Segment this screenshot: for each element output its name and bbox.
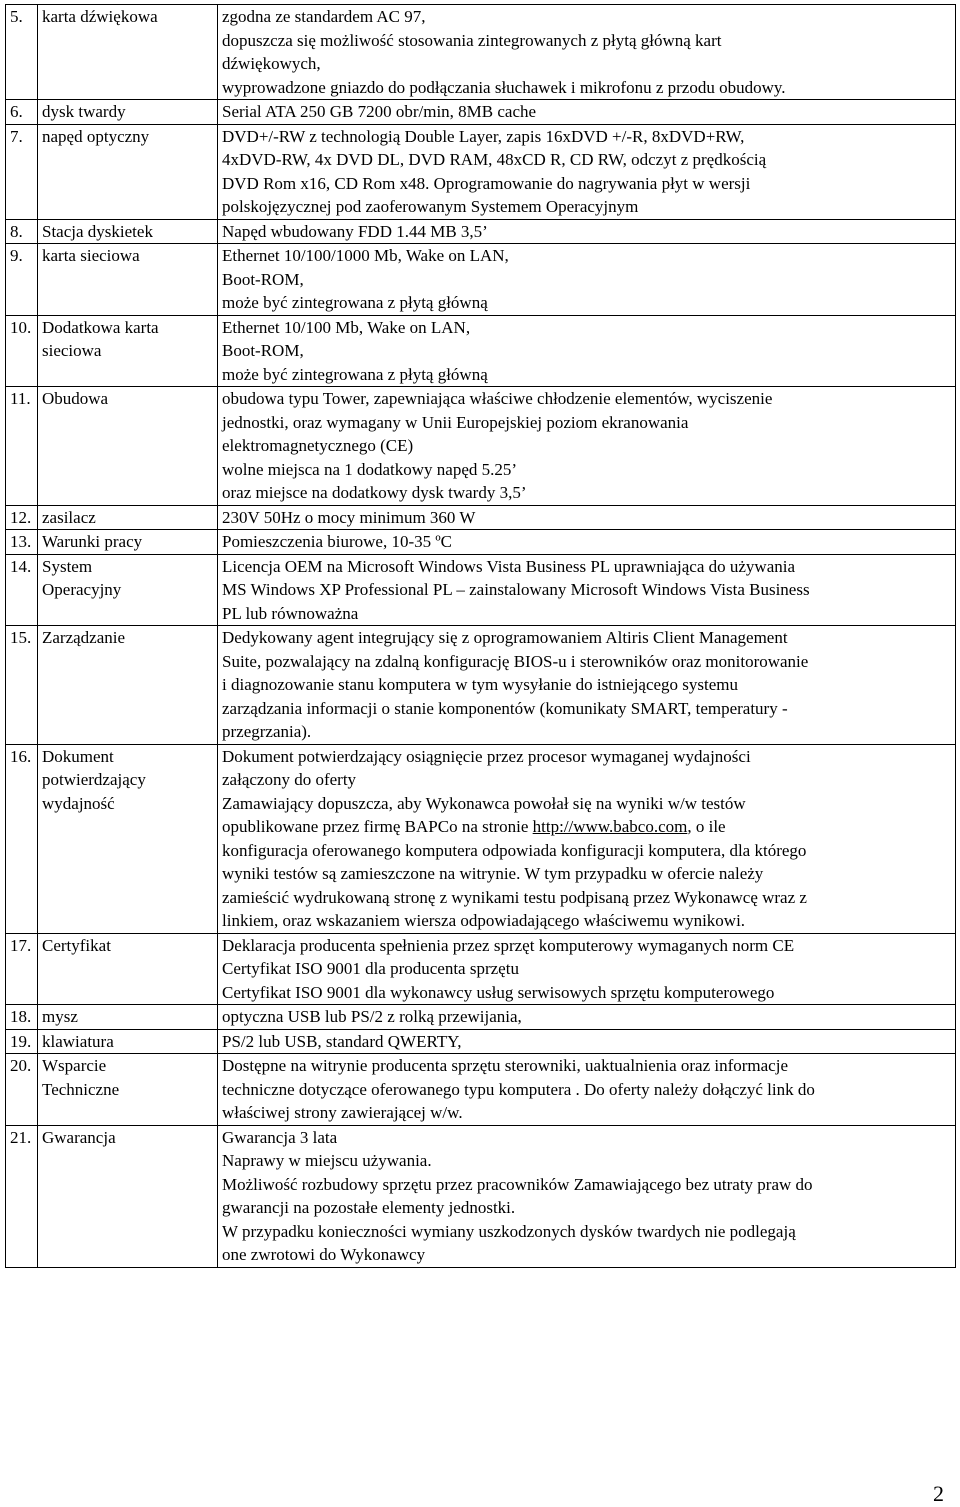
requirement-line: i diagnozowanie stanu komputera w tym wysyłanie do istniejącego systemu	[222, 675, 739, 694]
component-name-line: mysz	[42, 1007, 78, 1026]
requirement-line: PL lub równoważna	[222, 603, 359, 623]
row-number: 12.	[6, 505, 38, 530]
requirement-description	[218, 315, 956, 387]
requirement-line: dźwiękowych,	[222, 54, 321, 73]
requirement-line: PS/2 lub USB, standard QWERTY,	[222, 1031, 462, 1051]
requirement-line: oraz miejsce na dodatkowy dysk twardy 3,5’	[222, 483, 527, 502]
requirement-line: Możliwość rozbudowy sprzętu przez pracowników Zamawiającego bez utraty praw do	[222, 1174, 813, 1194]
requirement-line: Licencja OEM na Microsoft Windows Vista Business PL uprawniająca do używania	[222, 556, 796, 576]
requirement-line: Pomieszczenia biurowe, 10-35 ºC	[222, 532, 452, 551]
component-name-line: Stacja dyskietek	[42, 221, 153, 241]
table-row	[6, 530, 956, 555]
requirement-line: MS Windows XP Professional PL – zainstalowany Microsoft Windows Vista Business	[222, 580, 810, 599]
component-name-line: Zarządzanie	[42, 628, 126, 647]
requirement-description	[218, 530, 956, 555]
requirement-line: DVD Rom x16, CD Rom x48. Oprogramowanie do nagrywania płyt w wersji	[222, 173, 751, 193]
table-row	[6, 1005, 956, 1030]
component-name	[38, 530, 218, 555]
requirement-line: Dostępne na witrynie producenta sprzętu sterowniki, uaktualnienia oraz informacje	[222, 1056, 788, 1075]
component-name-line: dysk twardy	[42, 102, 126, 121]
requirement-line: przegrzania).	[222, 722, 312, 741]
requirement-line: wolne miejsca na 1 dodatkowy napęd 5.25’	[222, 459, 518, 479]
requirement-line: polskojęzycznej pod zaoferowanym Systemem Operacyjnym	[222, 197, 639, 216]
requirement-line: Naprawy w miejscu używania.	[222, 1151, 432, 1170]
requirement-line: Deklaracja producenta spełnienia przez sprzęt komputerowy wymaganych norm CE	[222, 935, 795, 955]
requirement-line: Boot-ROM,	[222, 269, 304, 289]
component-name-line: Techniczne	[42, 1079, 120, 1099]
component-name	[38, 1054, 218, 1126]
specification-table-body	[6, 5, 956, 1268]
specification-table	[5, 4, 956, 1268]
component-name-line: Dodatkowa karta	[42, 317, 159, 337]
requirement-description	[218, 244, 956, 316]
table-row	[6, 1029, 956, 1054]
component-name-line: Certyfikat	[42, 935, 111, 955]
requirement-description	[218, 933, 956, 1005]
row-number: 14.	[6, 554, 38, 626]
requirement-line: Suite, pozwalający na zdalną konfigurację BIOS-u i sterowników oraz monitorowanie	[222, 651, 809, 671]
requirement-line: one zwrotowi do Wykonawcy	[222, 1245, 426, 1264]
component-name-line: Wsparcie	[42, 1056, 107, 1075]
requirement-line: zamieścić wydrukowaną stronę z wynikami testu podpisaną przez Wykonawcę wraz z	[222, 887, 807, 907]
component-name-line: karta sieciowa	[42, 246, 140, 265]
row-number: 15.	[6, 626, 38, 745]
requirement-description	[218, 1029, 956, 1054]
row-number: 20.	[6, 1054, 38, 1126]
row-number: 10.	[6, 315, 38, 387]
table-row	[6, 387, 956, 506]
requirement-line: Ethernet 10/100/1000 Mb, Wake on LAN,	[222, 246, 509, 265]
table-row	[6, 315, 956, 387]
component-name-line: sieciowa	[42, 341, 102, 360]
row-number: 7.	[6, 124, 38, 219]
requirement-description	[218, 554, 956, 626]
table-row	[6, 124, 956, 219]
component-name	[38, 554, 218, 626]
requirement-line: obudowa typu Tower, zapewniająca właściwe chłodzenie elementów, wyciszenie	[222, 389, 773, 408]
page-number: 2	[933, 1481, 944, 1506]
component-name	[38, 744, 218, 933]
requirement-description	[218, 124, 956, 219]
component-name	[38, 5, 218, 100]
component-name	[38, 315, 218, 387]
row-number: 16.	[6, 744, 38, 933]
row-number: 13.	[6, 530, 38, 555]
requirement-line: Zamawiający dopuszcza, aby Wykonawca powołał się na wyniki w/w testów	[222, 793, 746, 813]
requirement-line: 4xDVD-RW, 4x DVD DL, DVD RAM, 48xCD R, CD RW, odczyt z prędkością	[222, 150, 767, 169]
requirement-line: DVD+/-RW z technologią Double Layer, zapis 16xDVD +/-R, 8xDVD+RW,	[222, 126, 745, 146]
requirement-line: zarządzania informacji o stanie komponentów (komunikaty SMART, temperatury -	[222, 698, 788, 718]
component-name-line: klawiatura	[42, 1031, 114, 1051]
component-name	[38, 219, 218, 244]
table-row	[6, 933, 956, 1005]
component-name-line: Obudowa	[42, 389, 109, 408]
requirement-description	[218, 626, 956, 745]
component-name-line: Gwarancja	[42, 1127, 116, 1147]
requirement-description	[218, 744, 956, 933]
requirement-line: Boot-ROM,	[222, 341, 304, 360]
requirement-description	[218, 1054, 956, 1126]
component-name	[38, 505, 218, 530]
requirement-line: Napęd wbudowany FDD 1.44 MB 3,5’	[222, 221, 488, 241]
component-name-line: wydajność	[42, 793, 115, 813]
component-name	[38, 100, 218, 125]
row-number: 19.	[6, 1029, 38, 1054]
component-name-line: Warunki pracy	[42, 532, 143, 551]
table-row	[6, 744, 956, 933]
requirement-line: Certyfikat ISO 9001 dla producenta sprzętu	[222, 959, 519, 978]
component-name	[38, 933, 218, 1005]
requirement-line: techniczne dotyczące oferowanego typu komputera . Do oferty należy dołączyć link do	[222, 1079, 815, 1099]
requirement-line: jednostki, oraz wymagany w Unii Europejskiej poziom ekranowania	[222, 412, 689, 432]
requirement-line: Gwarancja 3 lata	[222, 1127, 338, 1147]
requirement-line: Serial ATA 250 GB 7200 obr/min, 8MB cache	[222, 102, 537, 121]
component-name	[38, 244, 218, 316]
requirement-line: może być zintegrowana z płytą główną	[222, 293, 488, 312]
row-number: 18.	[6, 1005, 38, 1030]
requirement-description	[218, 5, 956, 100]
table-row	[6, 505, 956, 530]
component-name-line: Dokument	[42, 746, 114, 766]
table-row	[6, 1054, 956, 1126]
row-number: 21.	[6, 1125, 38, 1267]
component-name-line: zasilacz	[42, 507, 96, 527]
component-name-line: System	[42, 556, 93, 576]
requirement-line: opublikowane przez firmę BAPCo na stronie http://www.babco.com, o ile	[222, 817, 726, 836]
table-row	[6, 626, 956, 745]
requirement-line: Dedykowany agent integrujący się z oprogramowaniem Altiris Client Management	[222, 628, 788, 647]
table-row	[6, 244, 956, 316]
requirement-description	[218, 219, 956, 244]
table-row	[6, 554, 956, 626]
requirement-line: elektromagnetycznego (CE)	[222, 436, 414, 455]
component-name-line: napęd optyczny	[42, 126, 150, 146]
bapco-link[interactable]: http://www.babco.com	[532, 817, 688, 836]
component-name	[38, 626, 218, 745]
requirement-line: Dokument potwierdzający osiągnięcie przez procesor wymaganej wydajności	[222, 746, 751, 766]
requirement-line: załączony do oferty	[222, 770, 357, 789]
requirement-line: Ethernet 10/100 Mb, Wake on LAN,	[222, 317, 471, 337]
requirement-line: właściwej strony zawierającej w/w.	[222, 1103, 463, 1122]
requirement-line: dopuszcza się możliwość stosowania zintegrowanych z płytą główną kart	[222, 30, 722, 50]
requirement-line: optyczna USB lub PS/2 z rolką przewijania,	[222, 1007, 522, 1026]
row-number: 5.	[6, 5, 38, 100]
component-name-line: potwierdzający	[42, 770, 146, 789]
row-number: 9.	[6, 244, 38, 316]
component-name	[38, 1125, 218, 1267]
component-name-line: karta dźwiękowa	[42, 7, 158, 26]
requirement-line: gwarancji na pozostałe elementy jednostki.	[222, 1198, 516, 1217]
requirement-line: może być zintegrowana z płytą główną	[222, 364, 488, 384]
table-row	[6, 219, 956, 244]
requirement-line: Certyfikat ISO 9001 dla wykonawcy usług serwisowych sprzętu komputerowego	[222, 982, 775, 1002]
component-name	[38, 1029, 218, 1054]
row-number: 6.	[6, 100, 38, 125]
table-row	[6, 100, 956, 125]
component-name	[38, 1005, 218, 1030]
requirement-description	[218, 1005, 956, 1030]
row-number: 17.	[6, 933, 38, 1005]
table-row	[6, 5, 956, 100]
requirement-line: wyniki testów są zamieszczone na witrynie. W tym przypadku w ofercie należy	[222, 864, 764, 883]
requirement-description	[218, 387, 956, 506]
requirement-description	[218, 505, 956, 530]
requirement-description	[218, 1125, 956, 1267]
requirement-line: konfiguracja oferowanego komputera odpowiada konfiguracji komputera, dla którego	[222, 840, 807, 860]
requirement-line: 230V 50Hz o mocy minimum 360 W	[222, 507, 476, 527]
row-number: 8.	[6, 219, 38, 244]
requirement-line: wyprowadzone gniazdo do podłączania słuchawek i mikrofonu z przodu obudowy.	[222, 77, 786, 97]
requirement-line: linkiem, oraz wskazaniem wiersza odpowiadającego właściwemu wynikowi.	[222, 911, 746, 930]
component-name-line: Operacyjny	[42, 580, 122, 599]
requirement-line: zgodna ze standardem AC 97,	[222, 7, 426, 26]
requirement-line: W przypadku konieczności wymiany uszkodzonych dysków twardych nie podlegają	[222, 1221, 796, 1241]
row-number: 11.	[6, 387, 38, 506]
table-row	[6, 1125, 956, 1267]
component-name	[38, 387, 218, 506]
requirement-description	[218, 100, 956, 125]
component-name	[38, 124, 218, 219]
